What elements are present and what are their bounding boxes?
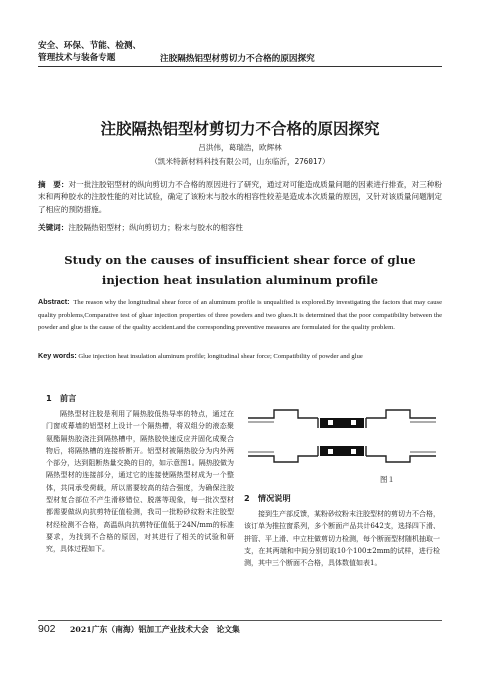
glue-hook-top-right <box>351 420 356 425</box>
paper-title-en: Study on the causes of insufficient shear force of glue injection heat insulation aluminum profile <box>64 253 416 287</box>
glue-hook-bottom-right <box>351 449 356 454</box>
profile-top-left <box>248 410 318 418</box>
author-list: 吕洪伟，葛瑞浩，欧辉林 <box>198 143 282 152</box>
affiliation: （凯米特新材料科技有限公司，山东临沂，276017） <box>150 157 330 166</box>
glue-fill-top <box>320 418 364 428</box>
glue-fill-bottom <box>320 446 364 456</box>
header-divider <box>38 66 442 67</box>
section-2-paragraph: 接到生产部反馈，某粉砂纹粉末注胶型材的剪切力不合格，该订单为推拉窗系列，多个断面产品共计642支，选择四下滑、拼管、平上滑、中立柱做剪切力检测，每个断面型材随机抽取一支，在其两端和中间分别切取10个100±2mm的试样，进行检测，其中三个断面不合格，具体数值如表1。 <box>244 510 440 568</box>
profile-top-right <box>366 410 436 418</box>
footer-divider <box>38 620 442 621</box>
running-head-line1: 安全、环保、节能、检测、 <box>38 41 142 51</box>
glue-hook-bottom-left <box>328 449 333 454</box>
profile-bottom-left <box>248 456 318 462</box>
section-2-body <box>244 508 440 569</box>
keywords-cn <box>38 222 442 233</box>
abstract-en-text: The reason why the longitudinal shear force of an aluminum profile is unqualified is explored.By investigating the factors that may cause quality problems,Comparative test of gluar injection properties of three powders and two glues.It is determined that the poor compatibility between the powder and glue is the cause of the quality accident.and the corresponding preventive measures are formulated for the quality problem. <box>38 299 442 331</box>
keywords-en-text: Glue injection heat insulation aluminum profile; longitudinal shear force; Compatibility of powder and glue <box>78 353 363 360</box>
figure-1-caption: 图１ <box>380 475 395 484</box>
abstract-cn-label: 摘 要： <box>38 180 69 189</box>
abstract-en-label: Abstract: <box>38 297 70 306</box>
section-1-body <box>46 408 234 556</box>
footer-conference: 2021广东（南海）铝加工产业技术大会 论文集 <box>70 625 240 634</box>
glue-hook-top-left <box>328 420 333 425</box>
keywords-cn-label: 关键词： <box>38 223 69 232</box>
abstract-en <box>38 296 442 335</box>
keywords-cn-text: 注胶隔热铝型材；纵向剪切力；粉末与胶水的相容性 <box>68 223 244 232</box>
section-1-paragraph: 隔热型材注胶是利用了隔热胶低热导率的特点，通过在门窗或幕墙的铝型材上设计一个隔热槽，将双组分的液态聚氨酯隔热胶浇注到隔热槽中，隔热胶快速反应并固化成聚合物后，将隔热槽的连接桥断开。铝型材被隔热胶分为内外两个部分，达到阻断热量交换的目的，如示意图1。隔热胶做为隔热型材的连接部分，通过它的连接使隔热型材成为一个整体，共同承受荷载，所以需要较高的结合强度，为确保注胶型材复合部位不产生滑移错位、脱落等现象，每一批次型材都需要做纵向抗剪特征值检测，我司一批粉砂纹粉末注胶型材经检测不合格，高温纵向抗剪特征值低于24N/mm的标准要求，为找到不合格的原因，对其进行了相关的试验和研究，具体过程如下。 <box>46 410 234 554</box>
page-number: 902 <box>38 623 56 635</box>
section-1-heading: 1 前言 <box>46 393 77 403</box>
abstract-cn-text: 对一批注胶铝型材的纵向剪切力不合格的原因进行了研究，通过对可能造成质量问题的因素进行排查，对三种粉末和两种胶水的注胶性能的对比试验，确定了该粉末与胶水的相容性较差是造成本次质量的原因，又针对该质量问题制定了相应的预防措施。 <box>38 180 443 214</box>
keywords-en <box>38 350 442 362</box>
profile-bottom-right <box>366 456 436 462</box>
running-head-journal <box>38 40 158 64</box>
running-head-article-title: 注胶隔热铝型材剪切力不合格的原因探究 <box>160 54 315 64</box>
paper-title-cn: 注胶隔热铝型材剪切力不合格的原因探究 <box>100 120 380 138</box>
figure-1-diagram <box>244 404 440 468</box>
section-2-heading: 2 情况说明 <box>244 493 291 503</box>
keywords-en-label: Key words: <box>38 351 77 360</box>
running-head-line2: 管理技术与装备专题 <box>38 53 116 63</box>
abstract-cn <box>38 179 442 216</box>
